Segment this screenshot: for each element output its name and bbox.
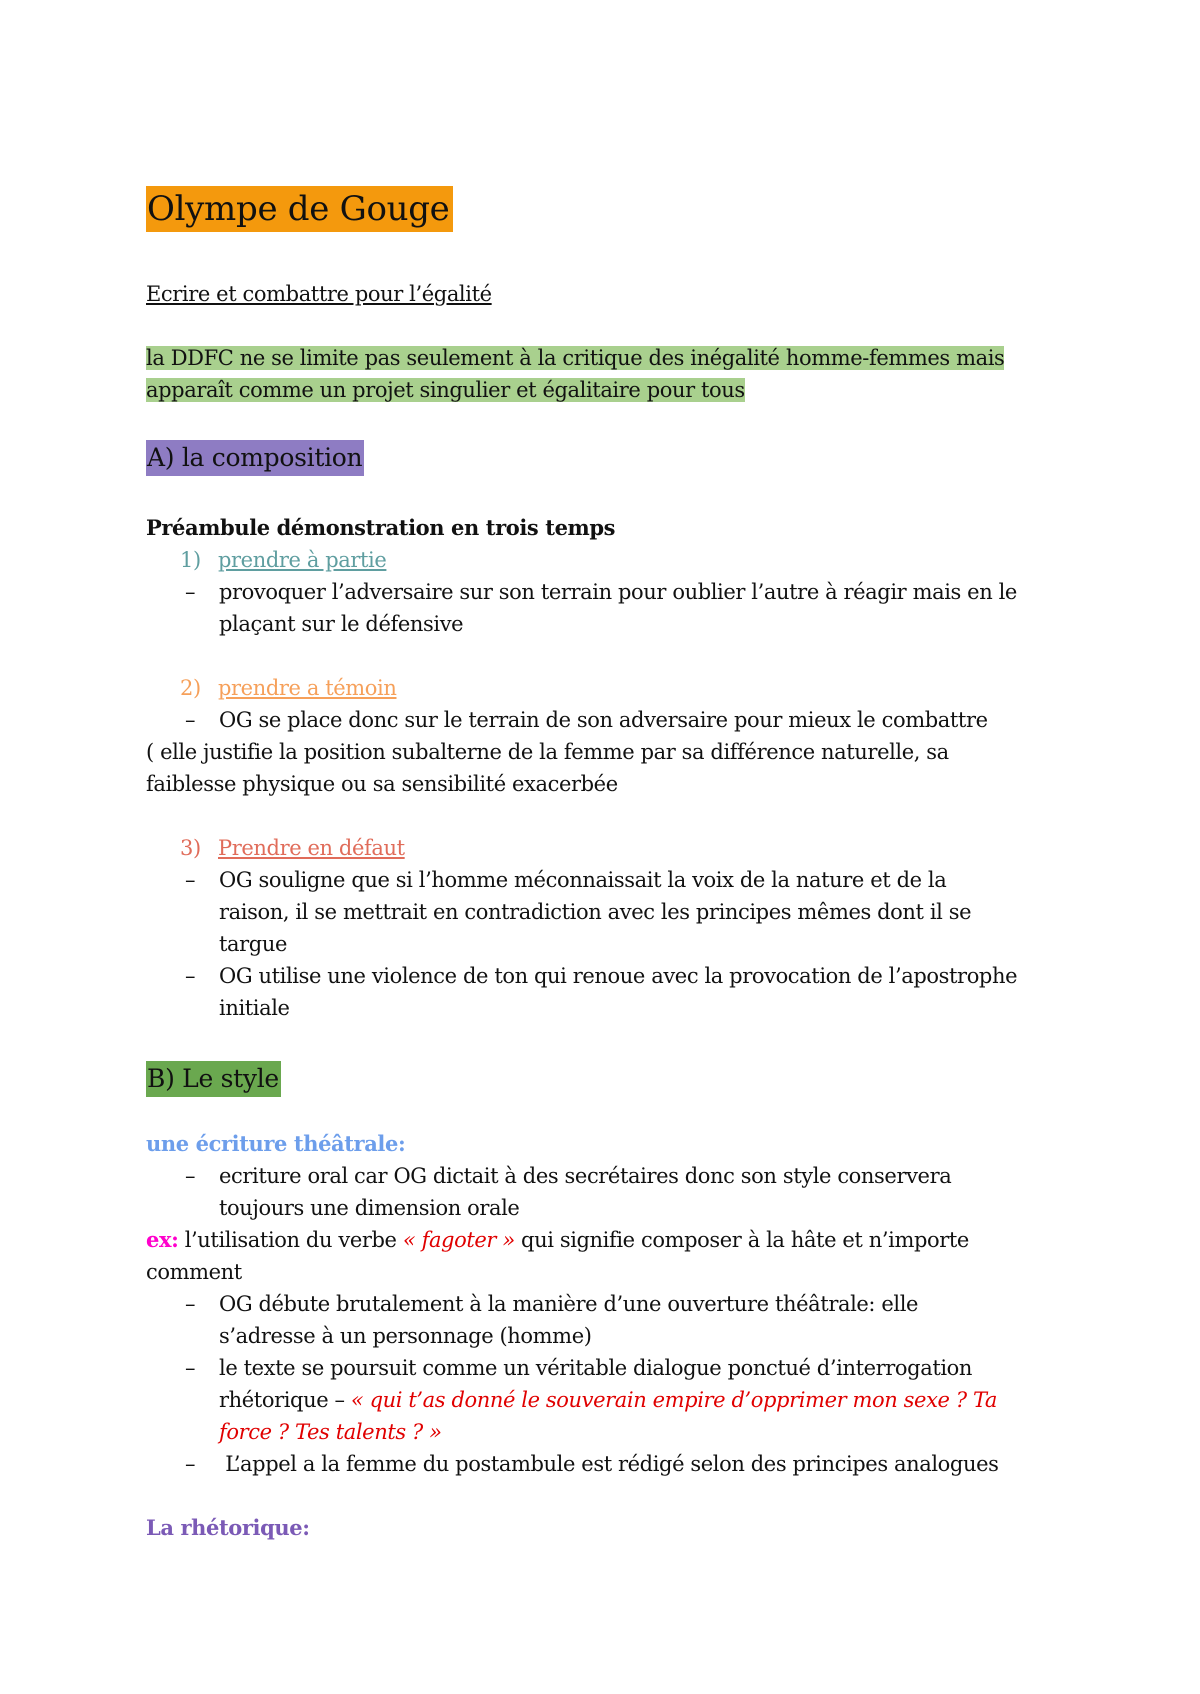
bullet-text: OG souligne que si l’homme méconnaissait la voix de la nature et de la	[219, 868, 947, 892]
example-text-post: qui signifie composer à la hâte et n’importe	[514, 1228, 969, 1252]
point-1-heading	[180, 544, 386, 576]
style-bullet-1	[185, 1160, 951, 1192]
bullet-dash: –	[185, 1452, 196, 1476]
section-b-heading: B) Le style	[146, 1061, 281, 1097]
style-bullet-1-cont: toujours une dimension orale	[219, 1196, 520, 1220]
style-bullet-2	[185, 1288, 918, 1320]
style-bullet-3-cont-1	[219, 1384, 997, 1416]
style-bullet-2-cont: s’adresse à un personnage (homme)	[219, 1324, 592, 1348]
point-2-title: prendre a témoin	[218, 676, 397, 700]
example-line-2: comment	[146, 1260, 242, 1284]
section-a-heading: A) la composition	[146, 440, 364, 476]
doc-subtitle: Ecrire et combattre pour l’égalité	[146, 282, 492, 306]
example-quote: « fagoter »	[402, 1228, 515, 1252]
intro-line-1: la DDFC ne se limite pas seulement à la critique des inégalité homme-femmes mais	[146, 346, 1005, 370]
style-bullet-3	[185, 1352, 972, 1384]
bullet-text: OG utilise une violence de ton qui renoue avec la provocation de l’apostrophe	[219, 964, 1018, 988]
bullet-text: le texte se poursuit comme un véritable dialogue ponctué d’interrogation	[219, 1356, 973, 1380]
example-text-pre: l’utilisation du verbe	[178, 1228, 403, 1252]
point-2-number: 2)	[180, 676, 201, 700]
point-1-bullet-1-cont: plaçant sur le défensive	[219, 612, 464, 636]
point-1-bullet-1	[185, 576, 1017, 608]
point-3-bullet-2	[185, 960, 1017, 992]
point-2-bullet-1	[185, 704, 988, 736]
point-3-bullet-1	[185, 864, 946, 896]
intro-paragraph	[146, 342, 1004, 406]
bullet-dash: –	[185, 1356, 196, 1380]
bullet-dash: –	[185, 708, 196, 732]
point-3-title: Prendre en défaut	[218, 836, 405, 860]
point-3-bullet-1-cont-1: raison, il se mettrait en contradiction avec les principes mêmes dont il se	[219, 900, 972, 924]
intro-line-2: apparaît comme un projet singulier et égalitaire pour tous	[146, 378, 745, 402]
point-1-number: 1)	[180, 548, 201, 572]
style-bullet-3-cont-2: force ? Tes talents ? »	[219, 1420, 442, 1444]
bullet-dash: –	[185, 580, 196, 604]
point-3-heading	[180, 832, 405, 864]
theatrical-writing-heading: une écriture théâtrale:	[146, 1131, 406, 1156]
point-2-text-line-1: ( elle justifie la position subalterne de la femme par sa différence naturelle, sa	[146, 740, 949, 764]
preamble-heading: Préambule démonstration en trois temps	[146, 515, 616, 540]
bullet-text: provoquer l’adversaire sur son terrain pour oublier l’autre à réagir mais en le	[219, 580, 1017, 604]
bullet-dash: –	[185, 1292, 196, 1316]
rhetoric-heading: La rhétorique:	[146, 1515, 310, 1540]
example-line	[146, 1224, 969, 1256]
point-2-heading	[180, 672, 396, 704]
point-1-title: prendre à partie	[218, 548, 387, 572]
bullet-dash: –	[185, 964, 196, 988]
rhetorical-quote: « qui t’as donné le souverain empire d’opprimer mon sexe ? Ta	[350, 1388, 998, 1412]
point-2-text-line-2: faiblesse physique ou sa sensibilité exacerbée	[146, 772, 618, 796]
bullet-text: ecriture oral car OG dictait à des secrétaires donc son style conservera	[219, 1164, 952, 1188]
point-3-bullet-2-cont: initiale	[219, 996, 290, 1020]
point-3-number: 3)	[180, 836, 201, 860]
bullet-text: L’appel a la femme du postambule est rédigé selon des principes analogues	[219, 1452, 999, 1476]
doc-title: Olympe de Gouge	[146, 186, 453, 232]
bullet-text: OG se place donc sur le terrain de son adversaire pour mieux le combattre	[219, 708, 988, 732]
bullet-dash: –	[185, 1164, 196, 1188]
bullet-text: rhétorique –	[219, 1388, 351, 1412]
bullet-text: OG débute brutalement à la manière d’une ouverture théâtrale: elle	[219, 1292, 919, 1316]
bullet-dash: –	[185, 868, 196, 892]
example-label: ex:	[146, 1227, 179, 1252]
point-3-bullet-1-cont-2: targue	[219, 932, 287, 956]
style-bullet-4	[185, 1448, 999, 1480]
